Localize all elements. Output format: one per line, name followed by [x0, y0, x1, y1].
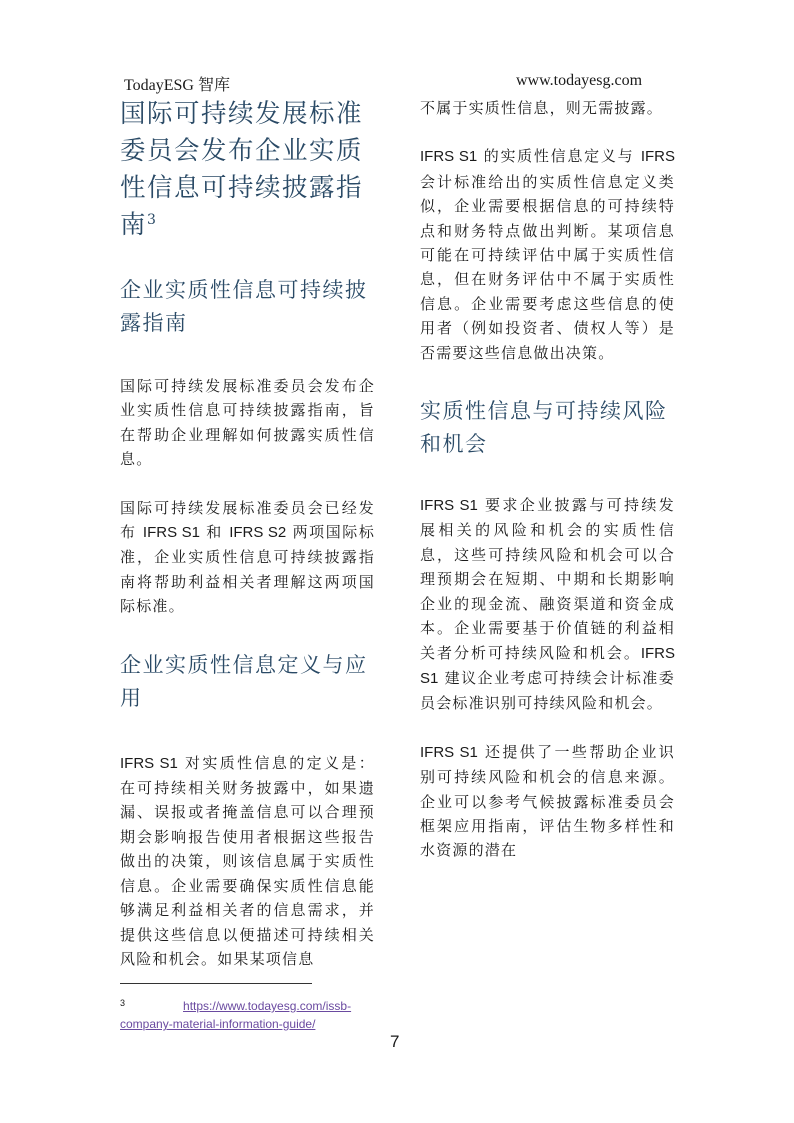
text-span: 建议企业考虑可持续会计标准委员会标准识别可持续风险和机会。 — [420, 668, 675, 713]
text-span: 会计标准给出的实质性信息定义类似，企业需要根据信息的可持续特点和财务特点做出判断。某项信息可能在可持续评估中属于实质性信息，但在财务评估中不属于实质性信息。企业需要考虑这些信息的使用者（例如投资者、债权人等）是否需要这些信息做出决策。 — [420, 172, 675, 362]
text-span: IFRS S2 — [229, 524, 287, 542]
paragraph-definition — [120, 751, 375, 972]
paragraph-continued: 不属于实质性信息，则无需披露。 — [420, 99, 664, 117]
footnote-number: 3 — [120, 998, 126, 1008]
header-website[interactable]: www.todayesg.com — [516, 72, 643, 89]
text-span: 对实质性信息的定义是：在可持续相关财务披露中，如果遗漏、误报或者掩盖信息可以合理预期会影响报告使用者根据这些报告做出的决策，则该信息属于实质性信息。企业需要确保实质性信息能够满足利益相关者的信息需求，并提供这些信息以便描述可持续相关风险和机会。如果某项信息 — [120, 753, 376, 968]
text-span: IFRS — [640, 148, 675, 166]
text-span: IFRS S1 — [142, 524, 200, 542]
text-span: IFRS S1 — [420, 497, 478, 515]
article-title-text: 国际可持续发展标准委员会发布企业实质性信息可持续披露指南 — [120, 99, 364, 240]
text-span: IFRS S1 — [420, 644, 675, 687]
footnote-ref[interactable]: 3 — [147, 212, 156, 228]
text-span: 还提供了一些帮助企业识别可持续风险和机会的信息来源。企业可以参考气候披露标准委员会框架应用指南，评估生物多样性和水资源的潜在 — [420, 742, 676, 860]
paragraph-risk — [420, 493, 675, 716]
text-span: 要求企业披露与可持续发展相关的风险和机会的实质性信息，这些可持续风险和机会可以合理预期会在短期、中期和长期影响企业的现金流、融资渠道和资金成本。企业需要基于价值链的利益相关者分析可持续风险和机会。 — [420, 496, 676, 662]
right-column — [420, 96, 675, 863]
article-title — [120, 96, 375, 244]
heading-guide: 企业实质性信息可持续披露指南 — [120, 278, 368, 335]
text-span: IFRS S1 — [120, 754, 178, 772]
footnote-link[interactable]: https://www.todayesg.com/issb-company-material-information-guide/ — [120, 999, 352, 1031]
heading-risk: 实质性信息与可持续风险和机会 — [420, 399, 668, 457]
text-span: 和 — [199, 523, 230, 542]
text-span: 国际可持续发展标准委员会已经发布 — [120, 498, 375, 542]
footnote — [120, 994, 380, 1033]
paragraph-sources — [420, 740, 675, 863]
text-span: 的实质性信息定义与 — [477, 147, 641, 166]
footnote-divider — [120, 983, 312, 984]
heading-definition: 企业实质性信息定义与应用 — [120, 652, 368, 710]
page-number: 7 — [390, 1032, 400, 1051]
text-span: IFRS S1 — [420, 743, 478, 761]
paragraph-ifrs-compare — [420, 144, 675, 365]
header-brand: TodayESG 智库 — [124, 77, 230, 94]
left-column — [120, 96, 375, 971]
text-span: IFRS S1 — [420, 148, 478, 166]
text-span: 两项国际标准，企业实质性信息可持续披露指南将帮助利益相关者理解这两项国际标准。 — [120, 523, 376, 616]
paragraph-intro-text: 国际可持续发展标准委员会发布企业实质性信息可持续披露指南，旨在帮助企业理解如何披露实质性信息。 — [120, 377, 375, 469]
paragraph-standards — [120, 496, 375, 619]
paragraph-intro — [120, 374, 375, 472]
